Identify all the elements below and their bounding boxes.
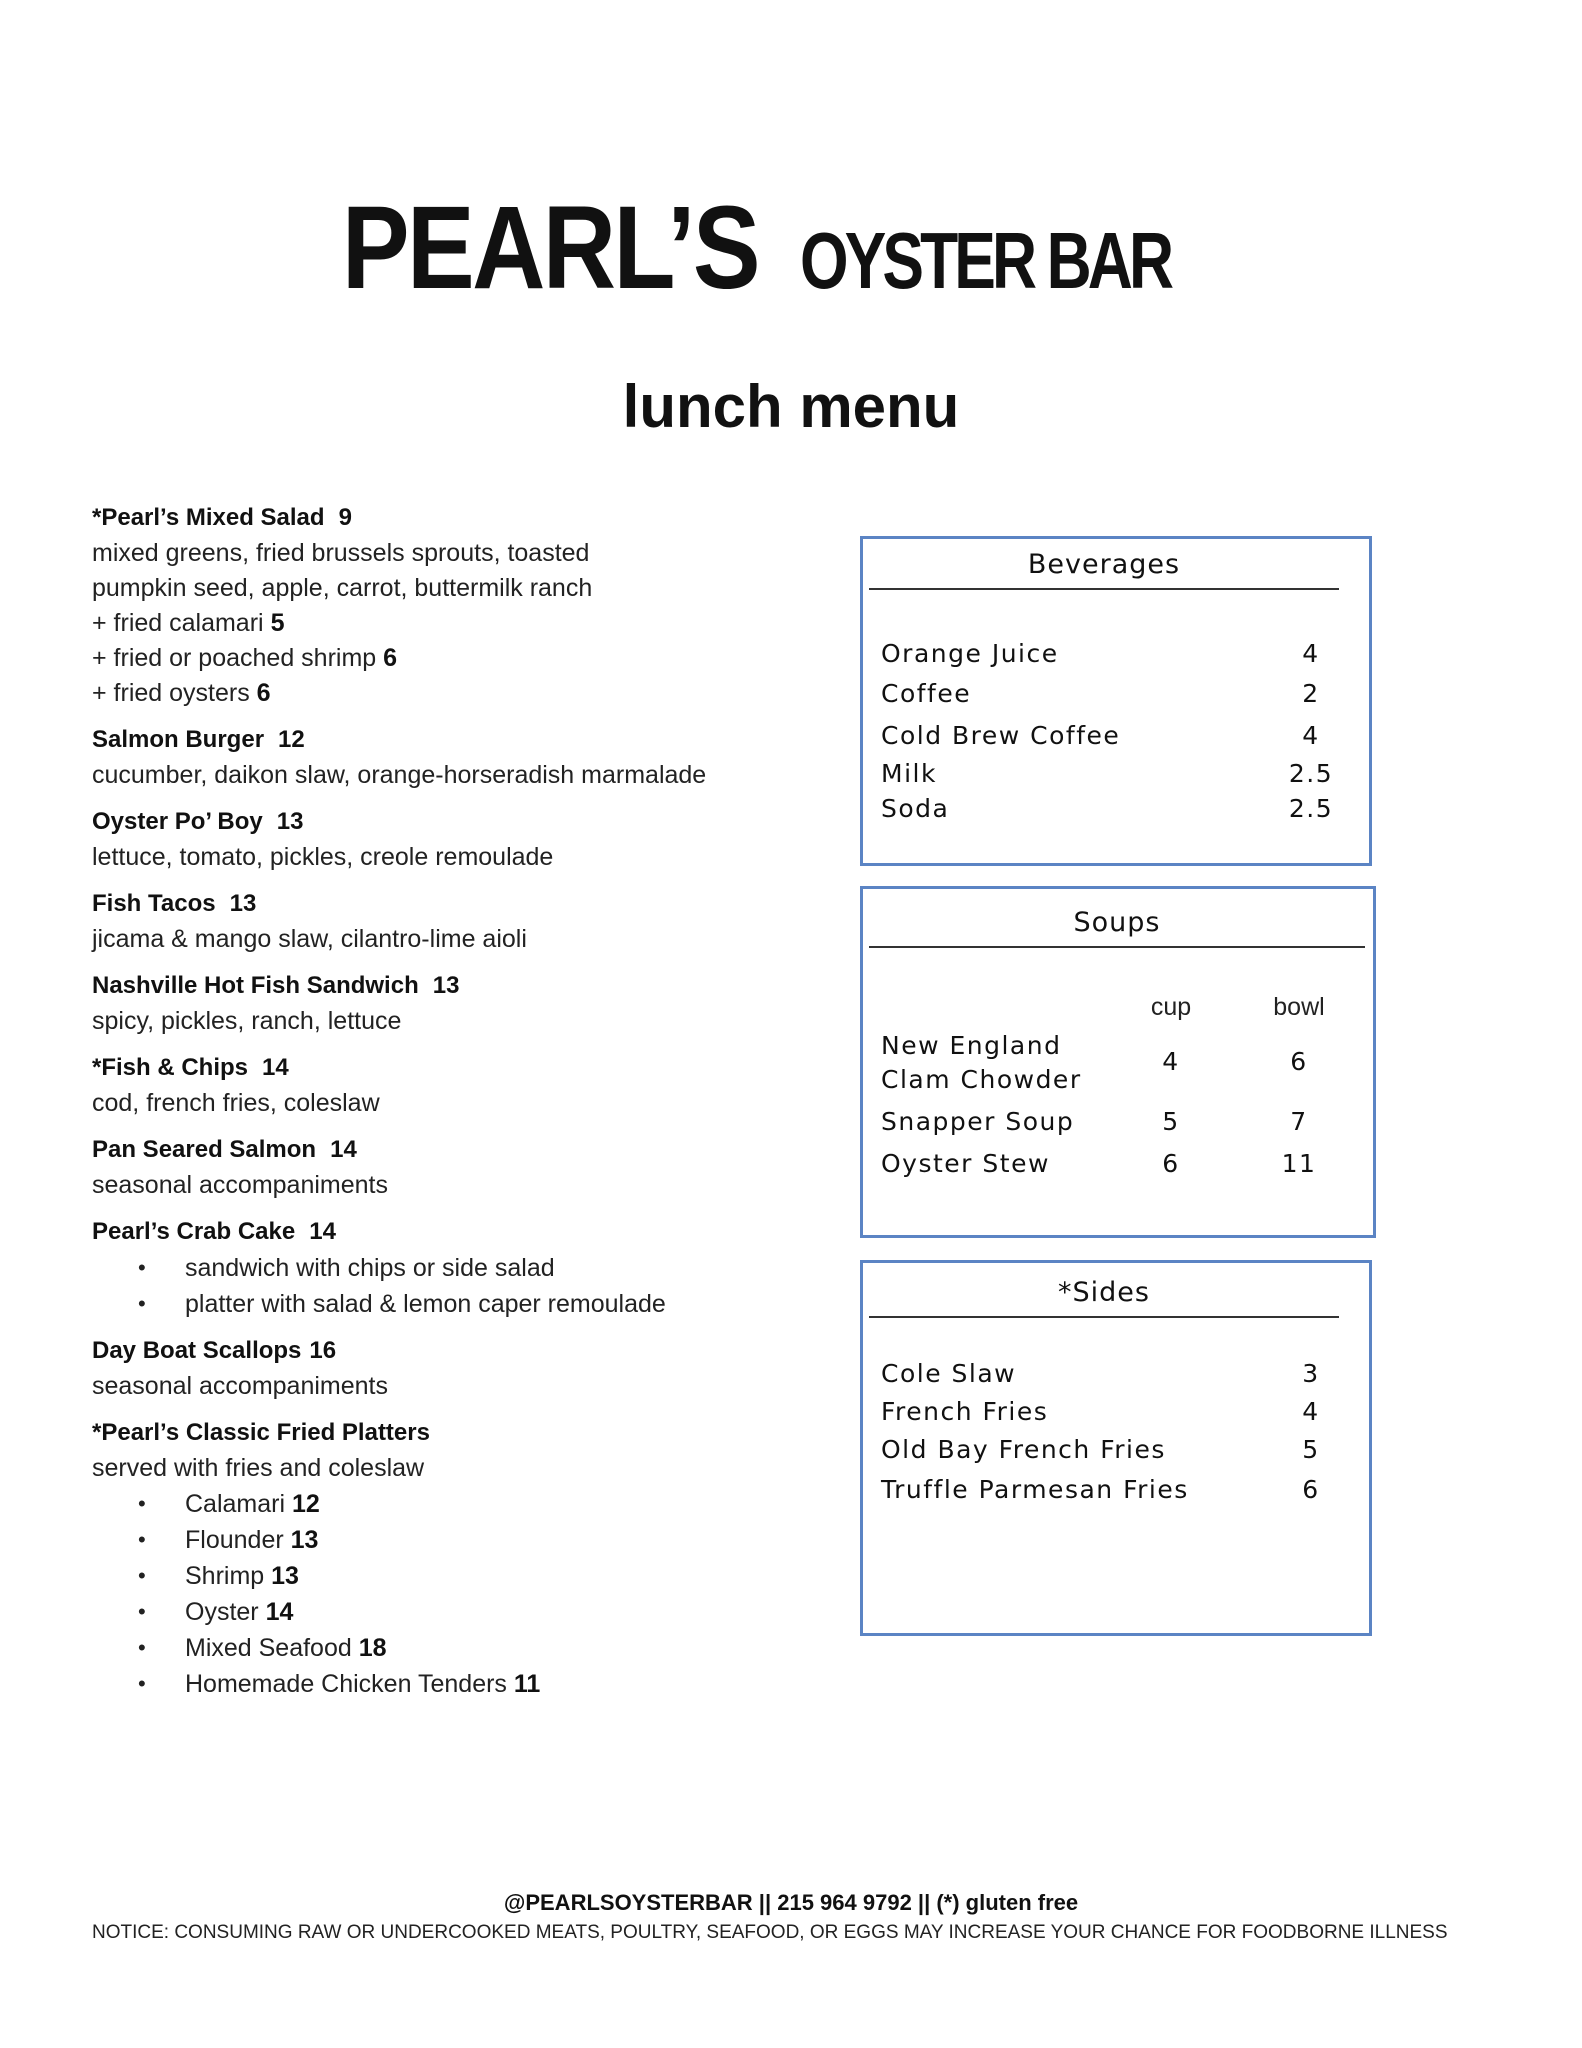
item-description: jicama & mango slaw, cilantro-lime aioli: [92, 925, 527, 953]
footer-notice: NOTICE: CONSUMING RAW OR UNDERCOOKED MEATS, POULTRY, SEAFOOD, OR EGGS MAY INCREASE YOUR CHANCE FOR FOODBORNE ILLNESS: [92, 1922, 1448, 1943]
soups-box: [860, 886, 1376, 1238]
footer-contact: @PEARLSOYSTERBAR || 215 964 9792 || (*) gluten free: [503, 1890, 1079, 1915]
addon-item: + fried oysters 6: [92, 679, 271, 707]
item-name: Day Boat Scallops: [92, 1337, 302, 1364]
menu-item-oyster-po-boy: [92, 804, 792, 875]
item-price: 12: [278, 726, 305, 753]
item-description: cucumber, daikon slaw, orange-horseradish marmalade: [92, 761, 707, 789]
list-item: • Mixed Seafood 18: [138, 1630, 792, 1666]
addon-item: + fried or poached shrimp 6: [92, 644, 398, 672]
item-name: *Pearl’s Mixed Salad: [92, 504, 325, 531]
item-price: 13: [229, 890, 257, 917]
item-description: seasonal accompaniments: [92, 1372, 388, 1400]
restaurant-title: [0, 180, 1582, 316]
menu-item-pan-seared-salmon: [92, 1132, 792, 1203]
list-item: • Calamari 12: [138, 1486, 792, 1522]
addon-item: + fried calamari 5: [92, 609, 285, 637]
item-description: served with fries and coleslaw: [92, 1454, 425, 1482]
item-price: 13: [276, 808, 304, 835]
item-description: seasonal accompaniments: [92, 1171, 388, 1199]
sides-box: [860, 1260, 1372, 1636]
list-item: Coffee 2: [881, 679, 1320, 708]
list-item: • sandwich with chips or side salad: [138, 1250, 792, 1286]
title-oyster-bar: OYSTER BAR: [799, 216, 1170, 305]
mains-list: [92, 500, 792, 1713]
list-item: Milk 2.5: [881, 759, 1334, 788]
item-name: *Fish & Chips: [92, 1054, 249, 1081]
beverages-box: [860, 536, 1372, 866]
menu-item-fried-platters: [92, 1415, 792, 1702]
item-price: 13: [432, 972, 460, 999]
list-item: Old Bay French Fries 5: [881, 1435, 1320, 1464]
list-item: Soda 2.5: [881, 794, 1334, 823]
list-item: • Shrimp 13: [138, 1558, 792, 1594]
platter-options: [92, 1486, 792, 1702]
item-price: 9: [338, 504, 352, 531]
beverages-title: Beverages: [869, 549, 1339, 590]
item-description: cod, french fries, coleslaw: [92, 1089, 380, 1117]
item-price: 14: [309, 1218, 336, 1245]
list-item: • Homemade Chicken Tenders 11: [138, 1666, 792, 1702]
item-name: Nashville Hot Fish Sandwich: [92, 972, 419, 999]
title-pearls: PEARL’S: [341, 182, 758, 314]
menu-item-day-boat-scallops: [92, 1333, 792, 1404]
list-item: Orange Juice 4: [881, 639, 1320, 668]
item-price: 14: [330, 1136, 357, 1163]
table-row: Oyster Stew 6 11: [881, 1149, 1317, 1178]
crab-cake-options: [92, 1250, 792, 1322]
table-row: Snapper Soup 5 7: [881, 1107, 1308, 1136]
menu-item-fish-tacos: [92, 886, 792, 957]
menu-item-mixed-salad: [92, 500, 792, 711]
list-item: • Flounder 13: [138, 1522, 792, 1558]
list-item: • platter with salad & lemon caper remoulade: [138, 1286, 792, 1322]
item-price: 16: [309, 1337, 337, 1364]
item-description: lettuce, tomato, pickles, creole remoulade: [92, 843, 554, 871]
menu-item-fish-and-chips: [92, 1050, 792, 1121]
item-description: mixed greens, fried brussels sprouts, toasted pumpkin seed, apple, carrot, buttermilk ranch: [92, 539, 593, 602]
column-header-cup: cup: [1150, 993, 1192, 1021]
item-name: Pan Seared Salmon: [92, 1136, 317, 1163]
table-row: New England Clam Chowder 4 6: [881, 1031, 1308, 1094]
list-item: Cole Slaw 3: [881, 1359, 1320, 1388]
item-name: Salmon Burger: [92, 726, 265, 753]
menu-item-crab-cake: [92, 1214, 792, 1322]
menu-subtitle: lunch menu: [622, 373, 960, 440]
soups-title: Soups: [869, 907, 1365, 948]
item-description: spicy, pickles, ranch, lettuce: [92, 1007, 402, 1035]
list-item: Truffle Parmesan Fries 6: [881, 1475, 1320, 1504]
item-name: Oyster Po’ Boy: [92, 808, 263, 835]
item-price: 14: [262, 1054, 289, 1081]
item-name: Fish Tacos: [92, 890, 216, 917]
menu-item-nashville-hot-fish: [92, 968, 792, 1039]
list-item: French Fries 4: [881, 1397, 1320, 1426]
sides-title: *Sides: [869, 1277, 1339, 1318]
item-name: *Pearl’s Classic Fried Platters: [92, 1419, 430, 1446]
list-item: • Oyster 14: [138, 1594, 792, 1630]
list-item: Cold Brew Coffee 4: [881, 721, 1320, 750]
menu-item-salmon-burger: [92, 722, 792, 793]
item-name: Pearl’s Crab Cake: [92, 1218, 296, 1245]
column-header-bowl: bowl: [1273, 993, 1325, 1021]
